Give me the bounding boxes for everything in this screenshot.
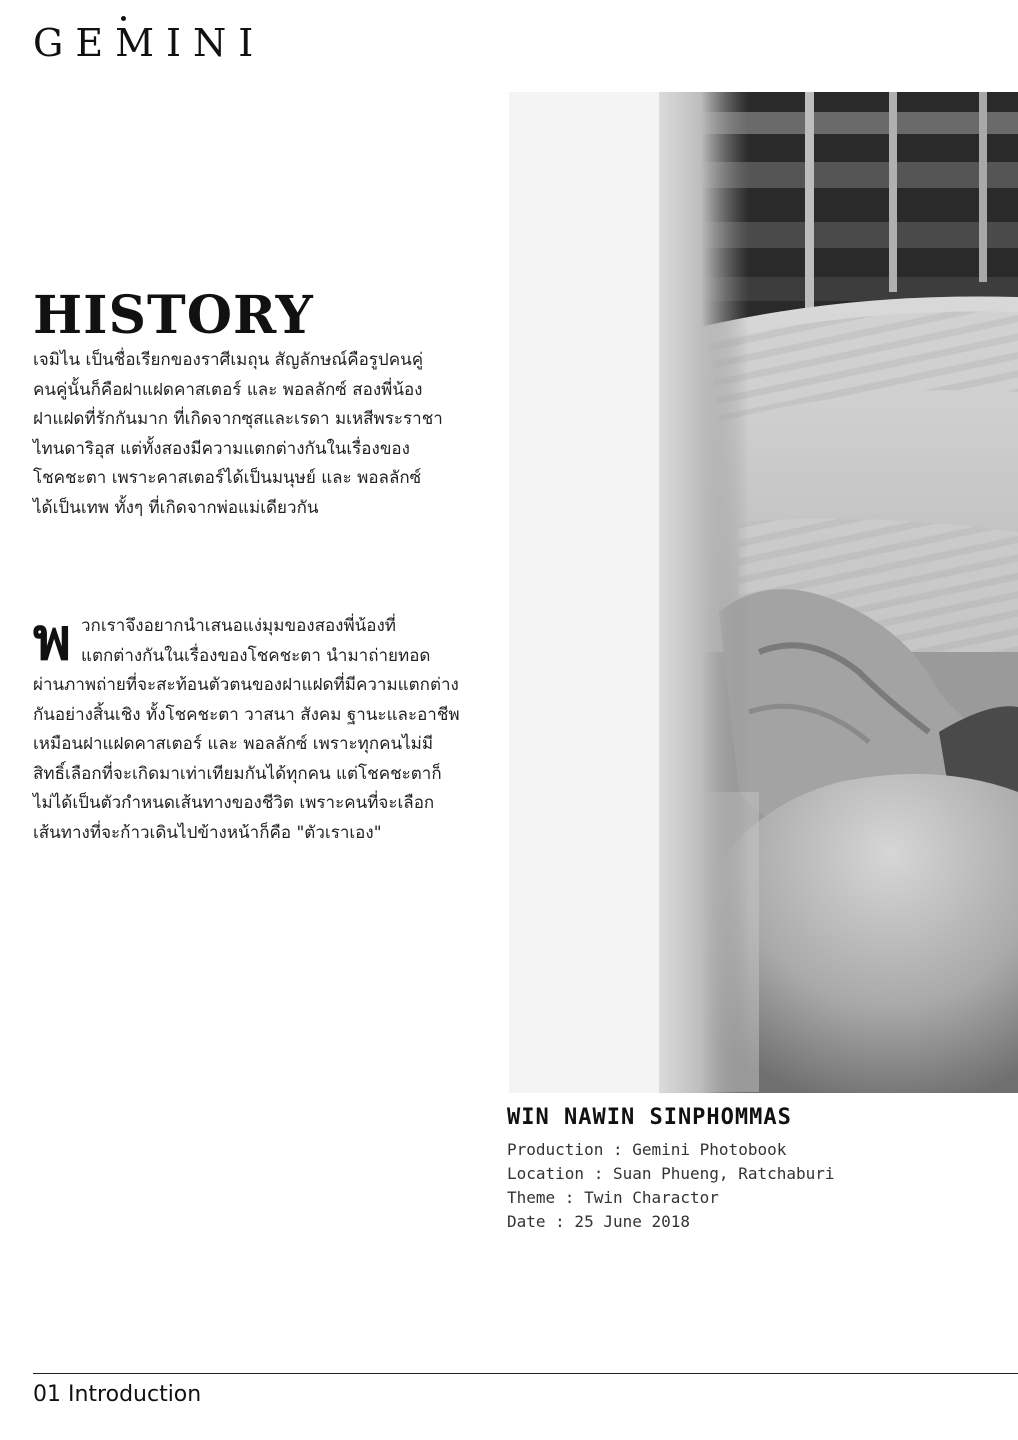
intro-line: เหมือนฝาแฝดคาสเตอร์ และ พอลลักซ์ เพราะทุกคนไม่มี [33,734,434,754]
gemini-logo-text: GEMINI [33,21,266,65]
footer-divider [33,1373,1018,1374]
intro-line: แตกต่างกันในเรื่องของโชคชะตา นำมาถ่ายทอด [81,645,431,666]
gemini-logo [33,21,266,65]
intro-drop-cap: พ [33,605,72,673]
intro-line: วกเราจึงอยากนำเสนอแง่มุมของสองพี่น้องที่ [81,616,397,636]
credit-theme: Theme : Twin Charactor [507,1188,719,1207]
credit-location: Location : Suan Phueng, Ratchaburi [507,1164,835,1183]
history-paragraph: เจมิไน เป็นชื่อเรียกของราศีเมถุน สัญลักษณ์คือรูปคนคู่ คนคู่นั้นก็คือฝาแฝดคาสเตอร์ และ พอลลักซ์ สองพี่น้อง ฝาแฝดที่รักกันมาก ที่เกิดจากซุสและเรดา มเหสีพระราชา ไทนดาริอุส แต่ทั้งสองมีความแตกต่างกันในเรื่องของ โชคชะตา เพราะคาสเตอร์ได้เป็นมนุษย์ และ พอลลักซ์ ได้เป็นเทพ ทั้งๆ ที่เกิดจากพ่อแม่เดียวกัน [33,350,443,518]
intro-line: ผ่านภาพถ่ายที่จะสะท้อนตัวตนของฝาแฝดที่มีความแตกต่าง [33,675,459,695]
bw-photo-illustration [509,92,1018,1093]
history-heading: HISTORY [33,285,314,346]
photo-credits [507,1104,835,1234]
footer-section-label: 01 Introduction [33,1382,202,1407]
intro-line: กันอย่างสิ้นเชิง ทั้งโชคชะตา วาสนา สังคม ฐานะและอาชีพ [33,704,460,725]
credit-date: Date : 25 June 2018 [507,1212,691,1231]
intro-line: สิทธิ์เลือกที่จะเกิดมาเท่าเทียมกันได้ทุกคน แต่โชคชะตาก็ [33,763,442,784]
model-name: WIN NAWIN SINPHOMMAS [507,1105,792,1130]
bw-photo [509,92,1018,1093]
intro-line: ไม่ได้เป็นตัวกำหนดเส้นทางของชีวิต เพราะคนที่จะเลือก [33,793,435,813]
intro-paragraph [33,605,493,848]
logo-dot-icon [121,16,126,21]
intro-line: เส้นทางที่จะก้าวเดินไปข้างหน้าก็คือ "ตัวเราเอง" [33,822,382,843]
credit-production: Production : Gemini Photobook [507,1140,787,1159]
